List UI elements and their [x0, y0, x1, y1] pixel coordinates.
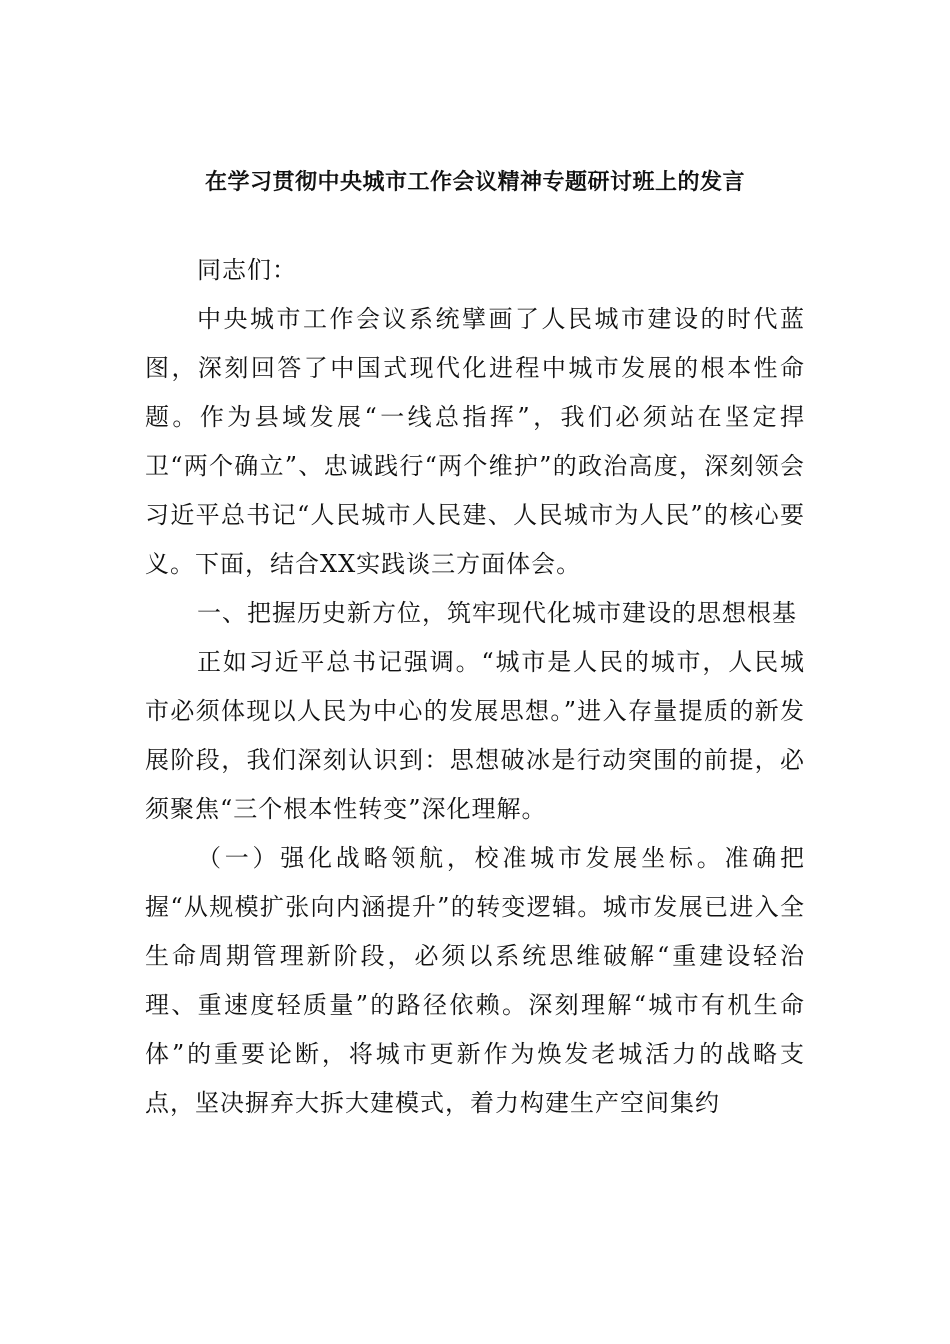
salutation: 同志们：	[197, 256, 297, 284]
document-body	[145, 246, 805, 1128]
section-heading-1: 一、把握历史新方位，筑牢现代化城市建设的思想根基	[197, 599, 797, 627]
document-title: 在学习贯彻中央城市工作会议精神专题研讨班上的发言	[204, 169, 745, 195]
paragraph-section-1: 正如习近平总书记强调。“城市是人民的城市，人民城市必须体现以人民为中心的发展思想。”进入存量提质的新发展阶段，我们深刻认识到：思想破冰是行动突围的前提，必须聚焦“三个根本性转变”深化理解。	[145, 648, 805, 823]
paragraph-subsection-1: （一）强化战略领航，校准城市发展坐标。准确把握“从规模扩张向内涵提升”的转变逻辑。城市发展已进入全生命周期管理新阶段，必须以系统思维破解“重建设轻治理、重速度轻质量”的路径依赖。深刻理解“城市有机生命体”的重要论断，将城市更新作为焕发老城活力的战略支点，坚决摒弃大拆大建模式，着力构建生产空间集约	[145, 844, 805, 1117]
paragraph-intro: 中央城市工作会议系统擘画了人民城市建设的时代蓝图，深刻回答了中国式现代化进程中城市发展的根本性命题。作为县域发展“一线总指挥”，我们必须站在坚定捍卫“两个确立”、忠诚践行“两个维护”的政治高度，深刻领会习近平总书记“人民城市人民建、人民城市为人民”的核心要义。下面，结合XX实践谈三方面体会。	[145, 305, 805, 578]
